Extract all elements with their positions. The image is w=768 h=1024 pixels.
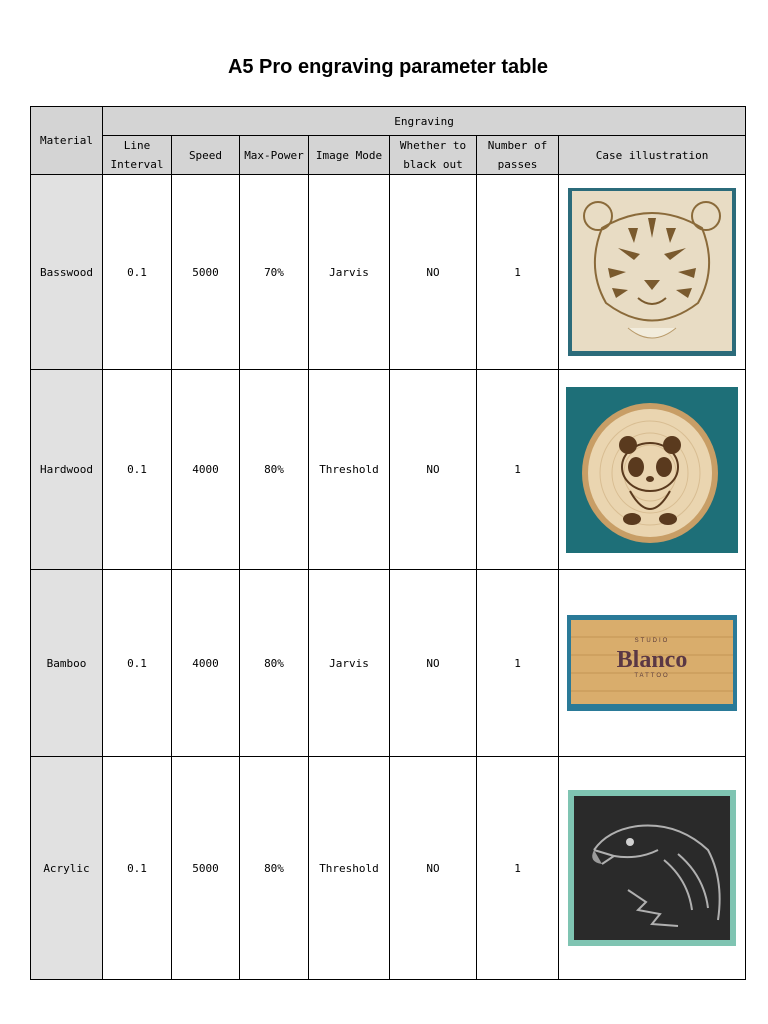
- bamboo-sign-bottom: TATTOO: [634, 673, 670, 679]
- header-row-columns: [31, 136, 746, 175]
- header-speed: Speed: [172, 136, 240, 175]
- line-interval-cell: 0.1: [103, 757, 172, 980]
- line-interval-cell: 0.1: [103, 175, 172, 370]
- material-cell: Hardwood: [31, 370, 103, 570]
- line-interval-cell: 0.1: [103, 370, 172, 570]
- header-black-out: Whether to black out: [390, 136, 477, 175]
- speed-cell: 4000: [172, 370, 240, 570]
- black-out-cell: NO: [390, 175, 477, 370]
- speed-cell: 5000: [172, 757, 240, 980]
- image-mode-cell: Threshold: [309, 370, 390, 570]
- max-power-cell: 80%: [240, 570, 309, 757]
- table-row: [31, 570, 746, 757]
- engraved-eagle-acrylic-photo: [568, 790, 736, 946]
- line-interval-cell: 0.1: [103, 570, 172, 757]
- table-row: [31, 757, 746, 980]
- bamboo-sign-main: Blanco: [616, 647, 688, 673]
- passes-cell: 1: [477, 370, 559, 570]
- engraving-parameter-table: [30, 106, 746, 980]
- table-row: [31, 175, 746, 370]
- max-power-cell: 80%: [240, 757, 309, 980]
- image-mode-cell: Jarvis: [309, 570, 390, 757]
- header-image-mode: Image Mode: [309, 136, 390, 175]
- max-power-cell: 70%: [240, 175, 309, 370]
- case-illustration-cell: [559, 570, 746, 757]
- page-title: A5 Pro engraving parameter table: [227, 56, 549, 78]
- image-mode-cell: Threshold: [309, 757, 390, 980]
- material-cell: Acrylic: [31, 757, 103, 980]
- engraved-studio-logo-bamboo-photo: [567, 615, 737, 711]
- max-power-cell: 80%: [240, 370, 309, 570]
- engraved-panda-wood-slice-photo: [566, 387, 738, 553]
- header-passes: Number of passes: [477, 136, 559, 175]
- black-out-cell: NO: [390, 757, 477, 980]
- case-illustration-cell: [559, 370, 746, 570]
- speed-cell: 4000: [172, 570, 240, 757]
- case-illustration-cell: [559, 175, 746, 370]
- header-material: Material: [31, 107, 103, 175]
- header-row-group: [31, 107, 746, 136]
- case-illustration-cell: [559, 757, 746, 980]
- black-out-cell: NO: [390, 370, 477, 570]
- material-cell: Bamboo: [31, 570, 103, 757]
- engraved-tiger-photo: [568, 188, 736, 356]
- header-line-interval: Line Interval: [103, 136, 172, 175]
- passes-cell: 1: [477, 175, 559, 370]
- header-case-illustration: Case illustration: [559, 136, 746, 175]
- black-out-cell: NO: [390, 570, 477, 757]
- passes-cell: 1: [477, 757, 559, 980]
- material-cell: Basswood: [31, 175, 103, 370]
- image-mode-cell: Jarvis: [309, 175, 390, 370]
- header-max-power: Max-Power: [240, 136, 309, 175]
- speed-cell: 5000: [172, 175, 240, 370]
- table-row: [31, 370, 746, 570]
- header-engraving: Engraving: [103, 107, 746, 136]
- passes-cell: 1: [477, 570, 559, 757]
- bamboo-sign-top: STUDIO: [634, 638, 670, 644]
